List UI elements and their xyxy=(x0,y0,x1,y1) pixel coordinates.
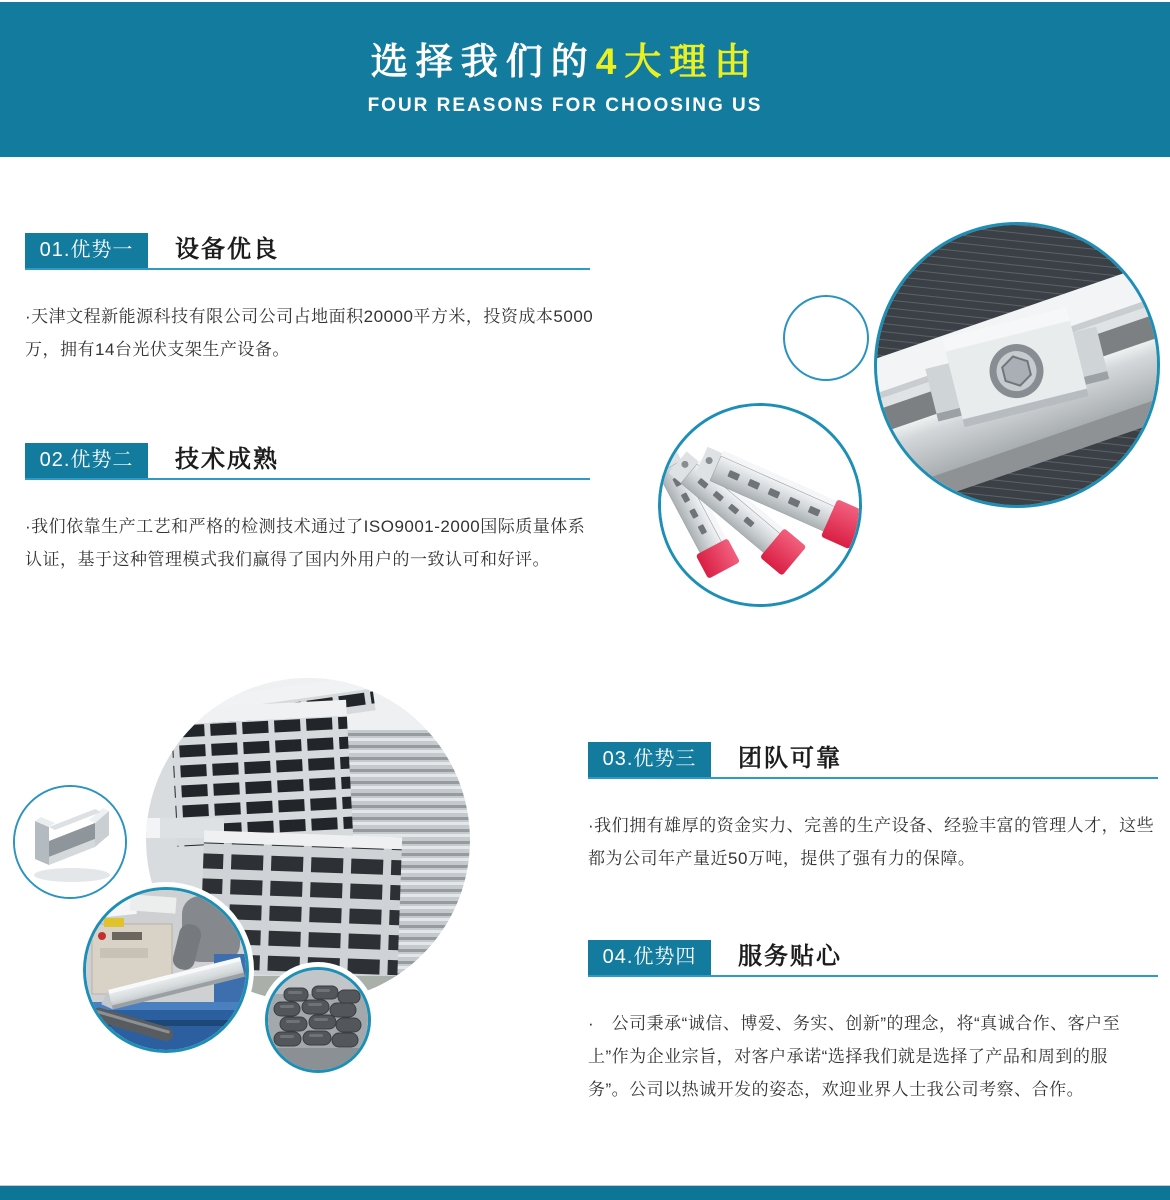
header-band xyxy=(0,2,1170,157)
section-1-line-1: ·天津文程新能源科技有限公司公司占地面积20000平方米，投资成本5000 xyxy=(25,307,594,326)
page-title-white: 选择我们的 xyxy=(370,41,596,83)
u-channel-steel-photo xyxy=(13,785,127,899)
section-4-body xyxy=(588,1007,1158,1106)
section-advantage-4 xyxy=(588,940,1158,1106)
section-1-title: 设备优良 xyxy=(175,236,279,263)
section-4-line-1: · 公司秉承“诚信、博爱、务实、创新”的理念，将“真诚合作、客户至 xyxy=(588,1014,1121,1033)
brackets-illustration xyxy=(661,406,859,604)
section-1-heading xyxy=(25,233,590,270)
section-2-line-2: 认证，基于这种管理模式我们赢得了国内外用户的一致认可和好评。 xyxy=(25,550,550,569)
section-2-badge: 02.优势二 xyxy=(25,443,148,478)
page-title xyxy=(371,42,760,83)
section-advantage-2 xyxy=(25,443,590,576)
decorative-circle-outline xyxy=(783,295,869,381)
solar-rail-clamp-illustration xyxy=(877,225,1157,505)
solar-rail-clamp-photo xyxy=(874,222,1160,508)
section-4-title: 服务贴心 xyxy=(738,943,842,970)
section-3-title: 团队可靠 xyxy=(738,745,842,772)
machine-illustration xyxy=(86,890,246,1050)
section-3-badge: 03.优势三 xyxy=(588,742,711,777)
section-1-body xyxy=(25,300,594,366)
section-3-line-2: 都为公司年产量近50万吨，提供了强有力的保障。 xyxy=(588,849,976,868)
section-3-heading xyxy=(588,742,1158,779)
page-title-yellow: 4大理由 xyxy=(595,41,760,83)
section-4-badge: 04.优势四 xyxy=(588,940,711,975)
section-advantage-1 xyxy=(25,233,594,366)
page-subtitle: FOUR REASONS FOR CHOOSING US xyxy=(367,94,763,116)
section-4-line-3: 务”。公司以热诚开发的姿态，欢迎业界人士我公司考察、合作。 xyxy=(588,1080,1085,1099)
stacked-profiles-photo xyxy=(265,967,371,1073)
section-advantage-3 xyxy=(588,742,1158,875)
section-2-line-1: ·我们依靠生产工艺和严格的检测技术通过了ISO9001-2000国际质量体系 xyxy=(25,517,586,536)
section-3-body xyxy=(588,809,1158,875)
section-1-badge: 01.优势一 xyxy=(25,233,148,268)
section-2-heading xyxy=(25,443,590,480)
section-3-line-1: ·我们拥有雄厚的资金实力、完善的生产设备、经验丰富的管理人才，这些 xyxy=(588,816,1155,835)
bags-illustration xyxy=(268,970,368,1070)
forming-machine-photo xyxy=(83,887,249,1053)
section-2-title: 技术成熟 xyxy=(175,446,279,473)
footer-band xyxy=(0,1185,1170,1200)
section-1-line-2: 万，拥有14台光伏支架生产设备。 xyxy=(25,340,290,359)
section-4-line-2: 上”作为企业宗旨，对客户承诺“选择我们就是选择了产品和周到的服 xyxy=(588,1047,1108,1066)
section-4-heading xyxy=(588,940,1158,977)
u-channel-illustration xyxy=(15,787,125,897)
section-2-body xyxy=(25,510,590,576)
red-capped-brackets-photo xyxy=(658,403,862,607)
